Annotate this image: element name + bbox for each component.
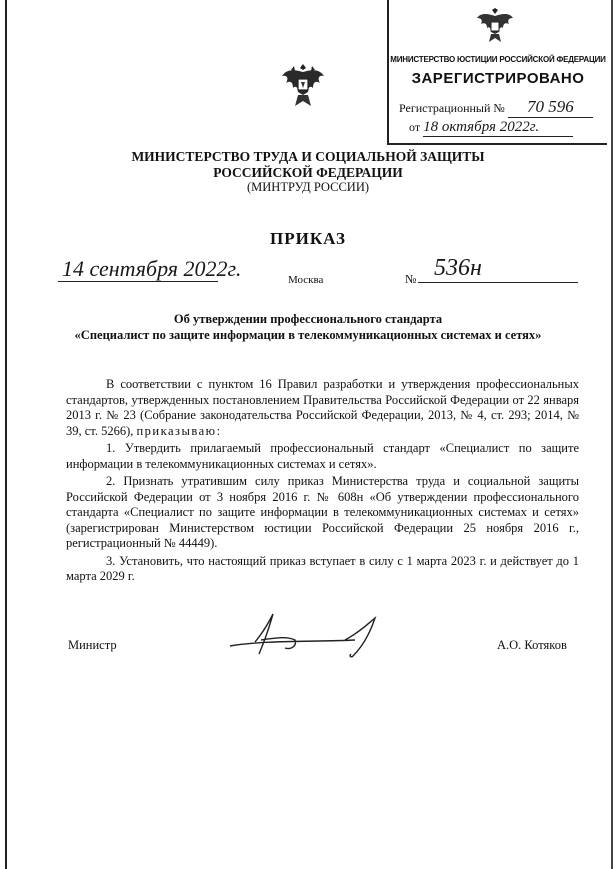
stamp-date-row xyxy=(409,119,604,137)
order-date-handwritten: 14 сентября 2022г. xyxy=(62,256,242,281)
document-title-line2: «Специалист по защите информации в телекоммуникационных системах и сетях» xyxy=(74,327,542,342)
document-body xyxy=(66,377,579,587)
stamp-ministry-name: МИНИСТЕРСТВО ЮСТИЦИИ РОССИЙСКОЙ ФЕДЕРАЦИИ xyxy=(390,55,606,64)
ministry-name-line2: РОССИЙСКОЙ ФЕДЕРАЦИИ xyxy=(213,165,403,180)
order-city: Москва xyxy=(288,274,324,286)
document-type: ПРИКАЗ xyxy=(270,229,346,248)
scan-edge-left xyxy=(5,0,7,869)
paragraph-preamble xyxy=(66,377,579,439)
ministry-name xyxy=(60,149,556,181)
coat-of-arms-icon xyxy=(280,62,326,112)
stamp-registered-label: ЗАРЕГИСТРИРОВАНО xyxy=(411,70,585,87)
ministry-name-line1: МИНИСТЕРСТВО ТРУДА И СОЦИАЛЬНОЙ ЗАЩИТЫ xyxy=(131,149,485,164)
eagle-emblem-icon xyxy=(475,8,515,46)
ministry-short-name: (МИНТРУД РОССИИ) xyxy=(246,180,370,194)
paragraph-item-3: 3. Установить, что настоящий приказ вступает в силу с 1 марта 2023 г. и действует до 1 марта 2029 г. xyxy=(66,553,579,583)
stamp-registration-number-row xyxy=(399,97,604,118)
stamp-date-prefix: от xyxy=(409,120,421,134)
scan-edge-right xyxy=(611,0,613,869)
order-number-sign: № xyxy=(405,272,417,286)
paragraph-item-2: 2. Признать утратившим силу приказ Министерства труда и социальной защиты Российской Федерации от 3 ноября 2016 г. № 608н «Об утверждении профессионального стандарта «Специалист по защите информации в телекоммуникационных системах и сетях» (зарегистрирован Министерством юстиции Российской Федерации 25 ноября 2016 г., регистрационный № 44449). xyxy=(66,474,579,550)
paragraph-item-1: 1. Утвердить прилагаемый профессиональный стандарт «Специалист по защите информации в телекоммуникационных системах и сетях». xyxy=(66,441,579,471)
signer-title: Министр xyxy=(68,638,117,652)
date-underline xyxy=(58,281,218,282)
document-title-line1: Об утверждении профессионального стандарта xyxy=(173,312,443,326)
signer-name: А.О. Котяков xyxy=(497,638,567,652)
paragraph-preamble-text: В соответствии с пунктом 16 Правил разработки и утверждения профессиональных стандартов, утвержденных постановлением Правительства Российской Федерации от 22 января 2013 г. № 23 (Собрание законодательства Российской Федерации, 2013, № 4, ст. 293; 2014, № 39, ст. 5266), xyxy=(66,377,579,438)
order-number-handwritten: 536н xyxy=(434,255,482,281)
document-title xyxy=(60,312,556,343)
handwritten-signature xyxy=(225,610,395,665)
number-underline xyxy=(418,282,578,283)
stamp-date-value: 18 октября 2022г. xyxy=(423,119,573,137)
stamp-reg-number: 70 596 xyxy=(508,97,593,118)
stamp-reg-label: Регистрационный № xyxy=(399,101,505,115)
paragraph-preamble-order-word: приказываю: xyxy=(136,423,222,438)
registration-stamp xyxy=(387,0,607,145)
